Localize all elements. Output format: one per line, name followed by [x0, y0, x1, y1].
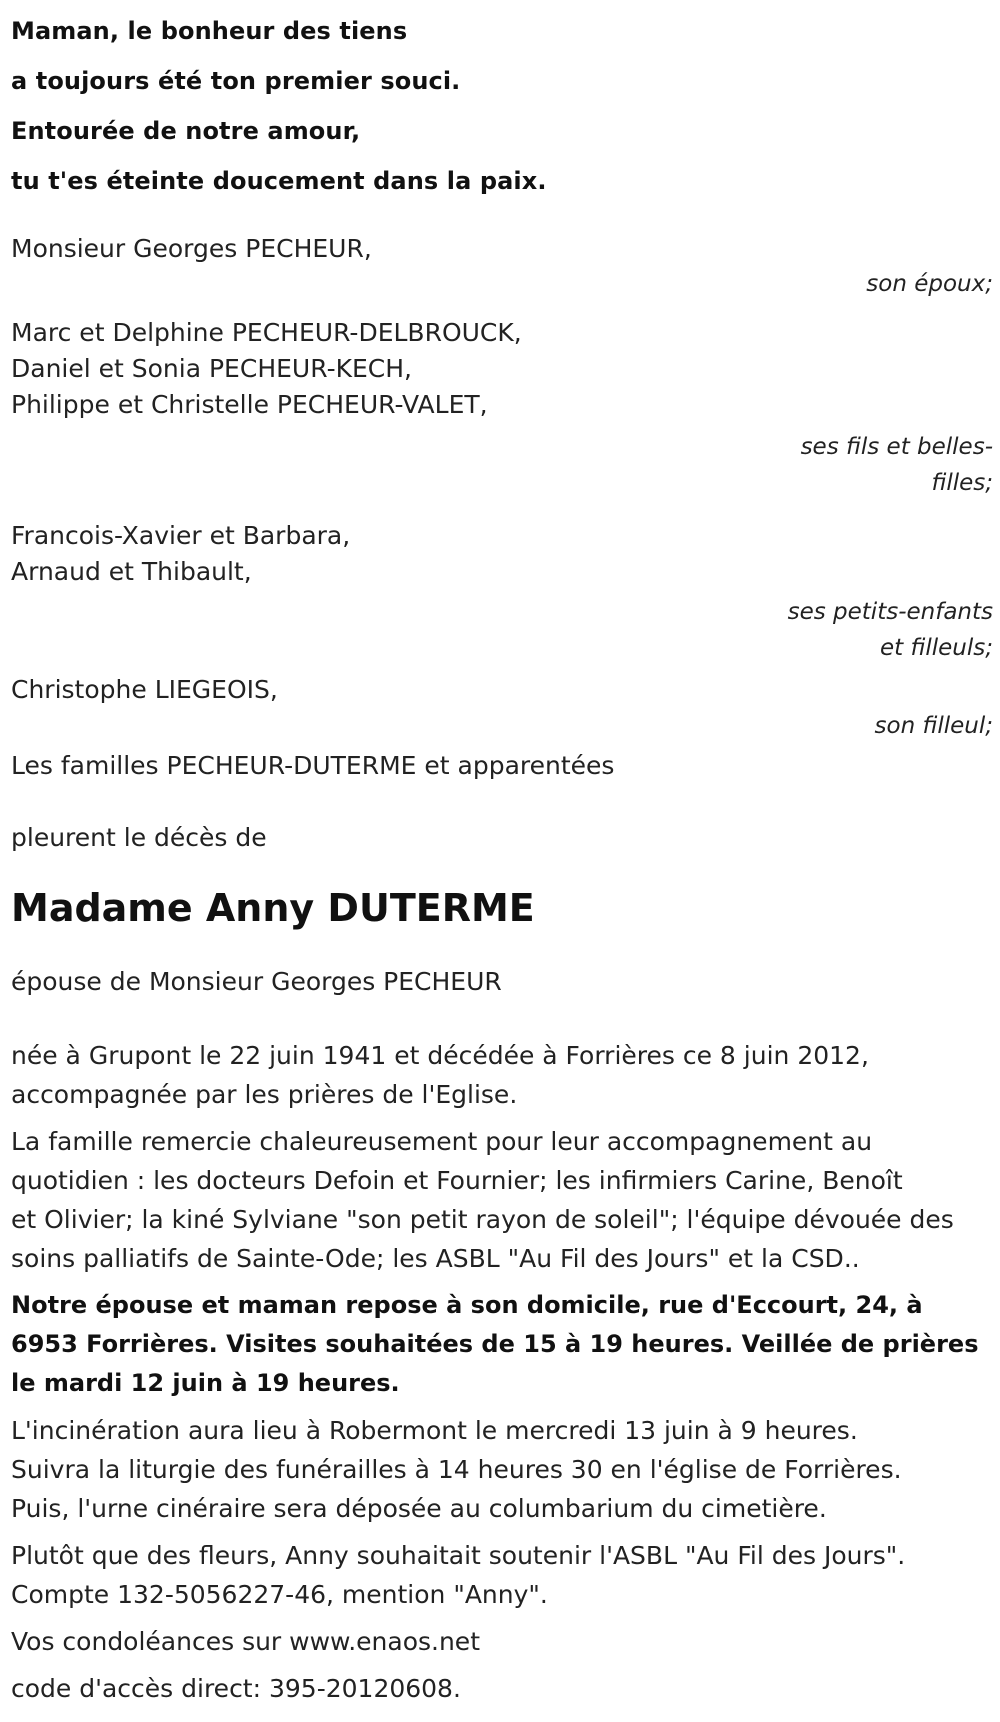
paragraph-line: accompagnée par les prières de l'Eglise.: [11, 1080, 518, 1109]
announcement: pleurent le décès de: [11, 823, 267, 852]
paragraph-line: Compte 132-5056227-46, mention "Anny".: [11, 1580, 548, 1609]
poem-line: tu t'es éteinte doucement dans la paix.: [11, 167, 547, 195]
mourner-group-spouse: [11, 231, 993, 301]
mourner-group-children: [11, 315, 993, 501]
visitation-paragraph: [11, 1286, 993, 1403]
paragraph-line: Suivra la liturgie des funérailles à 14 heures 30 en l'église de Forrières.: [11, 1455, 902, 1484]
mourner-group-grandchildren: [11, 518, 993, 666]
paragraph-line: le mardi 12 juin à 19 heures.: [11, 1369, 400, 1397]
families-line: Les familles PECHEUR-DUTERME et apparentées: [11, 751, 615, 780]
paragraph-line: soins palliatifs de Sainte-Ode; les ASBL "Au Fil des Jours" et la CSD..: [11, 1244, 860, 1273]
paragraph-line: Notre épouse et maman repose à son domicile, rue d'Eccourt, 24, à: [11, 1291, 923, 1319]
relation-label: [778, 594, 993, 666]
paragraph-line: La famille remercie chaleureusement pour leur accompagnement au: [11, 1127, 873, 1156]
paragraph-line: Plutôt que des fleurs, Anny souhaitait soutenir l'ASBL "Au Fil des Jours".: [11, 1541, 906, 1570]
condolences-line: Vos condoléances sur www.enaos.net: [11, 1627, 480, 1656]
relation-line: ses petits-enfants: [787, 599, 993, 625]
paragraph-line: et Olivier; la kiné Sylviane "son petit rayon de soleil"; l'équipe dévouée des: [11, 1205, 954, 1234]
paragraph-line: quotidien : les docteurs Defoin et Fournier; les infirmiers Carine, Benoît: [11, 1166, 903, 1195]
donations-paragraph: [11, 1536, 993, 1614]
poem: [11, 0, 993, 206]
relation-label: [778, 429, 993, 501]
mourner-name: Francois-Xavier et Barbara,: [11, 521, 351, 550]
relation-line: filles;: [931, 470, 993, 496]
mourner-group-godson: [11, 672, 993, 744]
deceased-name: Madame Anny DUTERME: [11, 886, 535, 930]
spouse-line: épouse de Monsieur Georges PECHEUR: [11, 967, 502, 996]
access-code-line: code d'accès direct: 395-20120608.: [11, 1674, 461, 1703]
mourner-name: Philippe et Christelle PECHEUR-VALET,: [11, 390, 488, 419]
paragraph-line: née à Grupont le 22 juin 1941 et décédée à Forrières ce 8 juin 2012,: [11, 1041, 869, 1070]
paragraph-line: L'incinération aura lieu à Robermont le mercredi 13 juin à 9 heures.: [11, 1416, 858, 1445]
mourner-name: Christophe LIEGEOIS,: [11, 675, 278, 704]
relation-label: son filleul;: [874, 713, 993, 739]
mourner-name: Arnaud et Thibault,: [11, 557, 252, 586]
paragraph-line: 6953 Forrières. Visites souhaitées de 15 à 19 heures. Veillée de prières: [11, 1330, 979, 1358]
ceremony-paragraph: [11, 1411, 993, 1528]
poem-line: a toujours été ton premier souci.: [11, 67, 461, 95]
mourner-name: Monsieur Georges PECHEUR,: [11, 234, 372, 263]
mourner-name: Marc et Delphine PECHEUR-DELBROUCK,: [11, 318, 522, 347]
poem-line: Entourée de notre amour,: [11, 117, 361, 145]
thanks-paragraph: [11, 1122, 993, 1278]
obituary-document: [11, 0, 993, 1708]
mourner-name: Daniel et Sonia PECHEUR-KECH,: [11, 354, 412, 383]
birth-death-paragraph: [11, 1036, 993, 1114]
relation-line: ses fils et belles-: [800, 434, 993, 460]
poem-line: Maman, le bonheur des tiens: [11, 17, 408, 45]
paragraph-line: Puis, l'urne cinéraire sera déposée au columbarium du cimetière.: [11, 1494, 827, 1523]
relation-label: son époux;: [866, 271, 993, 297]
relation-line: et filleuls;: [880, 635, 993, 661]
